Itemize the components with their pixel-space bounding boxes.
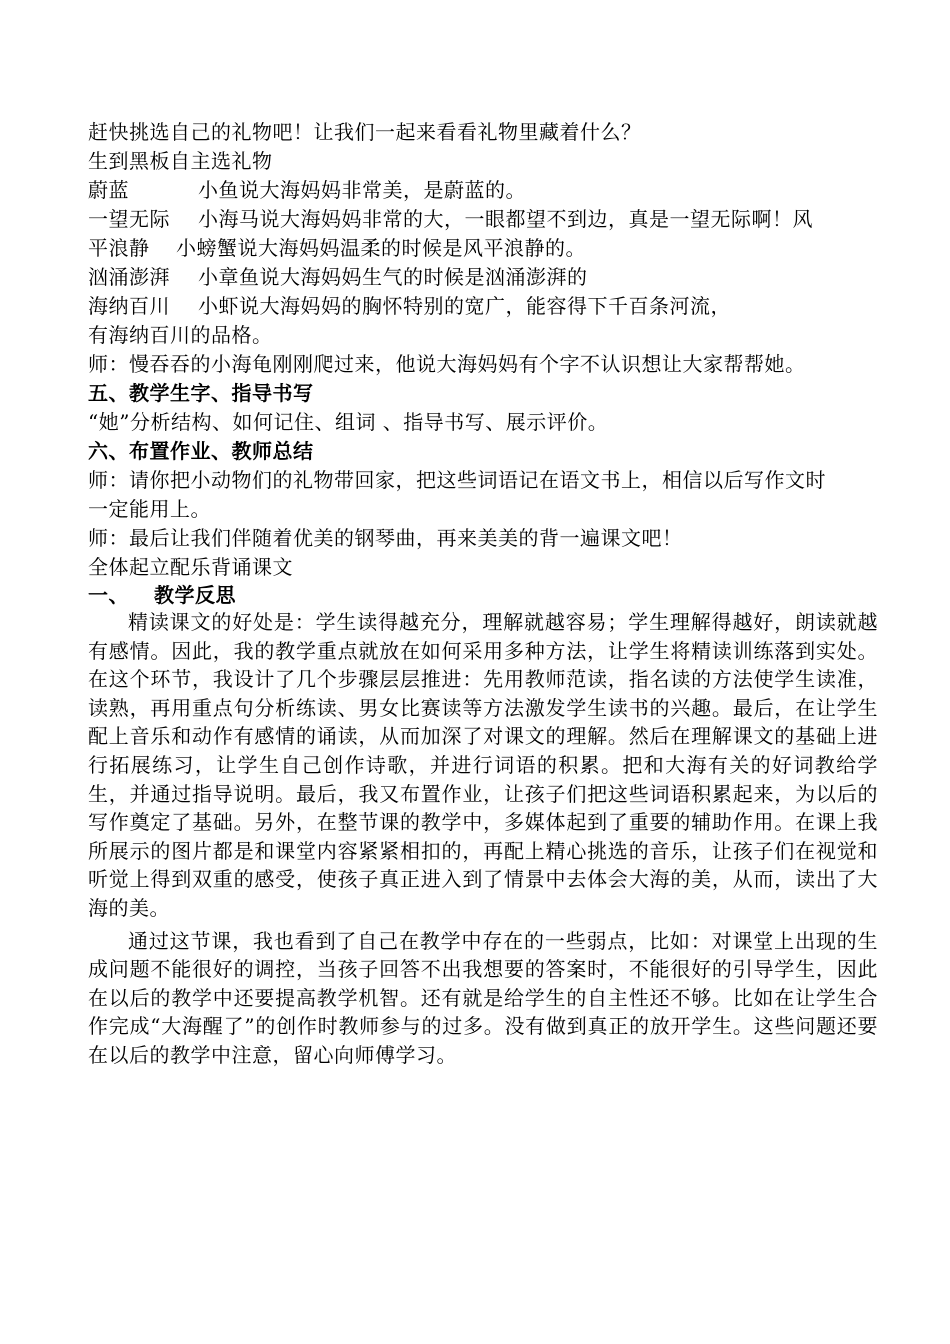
reflection-number: 一、	[88, 583, 129, 607]
gift-text: 小虾说大海妈妈的胸怀特别的宽广，能容得下千百条河流，	[198, 294, 731, 318]
reflection-paragraph: 通过这节课，我也看到了自己在教学中存在的一些弱点，比如：对课堂上出现的生成问题不能很好的调控，当孩子回答不出我想要的答案时，不能很好的引导学生，因此在以后的教学中还要提高教学机智。还有就是给学生的自主性还不够。比如在让学生合作完成“大海醒了”的创作时教师参与的过多。没有做到真正的放开学生。这些问题还要在以后的教学中注意，留心向师傅学习。	[88, 928, 878, 1067]
gift-row	[88, 234, 878, 263]
teacher-line-continuation: 一定能用上。	[88, 497, 211, 521]
intro-line: 赶快挑选自己的礼物吧！让我们一起来看看礼物里藏着什么？	[88, 120, 642, 144]
reflection-heading	[88, 582, 878, 608]
reflection-paragraph: 精读课文的好处是：学生读得越充分，理解就越容易；学生理解得越好，朗读就越有感情。因此，我的教学重点就放在如何采用多种方法，让学生将精读训练落到实处。在这个环节，我设计了几个步骤层层推进：先用教师范读，指名读的方法使学生读准，读熟，再用重点句分析练读、男女比赛读等方法激发学生读书的兴趣。最后，在让学生配上音乐和动作有感情的诵读，从而加深了对课文的理解。然后在理解课文的基础上进行拓展练习，让学生自己创作诗歌，并进行词语的积累。把和大海有关的好词教给学生，并通过指导说明。最后，我又布置作业，让孩子们把这些词语积累起来，为以后的写作奠定了基础。另外，在整节课的教学中，多媒体起到了重要的辅助作用。在课上我所展示的图片都是和课堂内容紧紧相扣的，再配上精心挑选的音乐，让孩子们在视觉和听觉上得到双重的感受，使孩子真正进入到了情景中去体会大海的美，从而，读出了大海的美。	[88, 610, 878, 920]
gift-term: 海纳百川	[88, 294, 170, 318]
gift-text: 小螃蟹说大海妈妈温柔的时候是风平浪静的。	[176, 236, 586, 260]
teacher-line: 师：最后让我们伴随着优美的钢琴曲，再来美美的背一遍课文吧！	[88, 526, 683, 550]
gift-text: 小鱼说大海妈妈非常美，是蔚蓝的。	[198, 178, 526, 202]
gift-text: 小海马说大海妈妈非常的大，一眼都望不到边，真是一望无际啊！风	[198, 207, 813, 231]
closing-line: 全体起立配乐背诵课文	[88, 555, 293, 579]
reflection-body	[88, 608, 878, 1070]
student-action-line: 生到黑板自主选礼物	[88, 149, 273, 173]
document-page	[88, 118, 878, 1070]
gift-row	[88, 263, 878, 292]
teacher-line: 师：请你把小动物们的礼物带回家，把这些词语记在语文书上，相信以后写作文时	[88, 468, 826, 492]
gift-term: 一望无际	[88, 207, 170, 231]
gift-row	[88, 176, 878, 205]
teacher-line: 师：慢吞吞的小海龟刚刚爬过来，他说大海妈妈有个字不认识想让大家帮帮她。	[88, 352, 806, 376]
gift-term: 蔚蓝	[88, 178, 129, 202]
gift-continuation: 有海纳百川的品格。	[88, 323, 273, 347]
section-heading: 六、布置作业、教师总结	[88, 439, 314, 463]
reflection-title: 教学反思	[154, 583, 236, 607]
gift-term: 汹涌澎湃	[88, 265, 170, 289]
section-heading: 五、教学生字、指导书写	[88, 381, 314, 405]
section-text: “她”分析结构、如何记住、组词 、指导书写、展示评价。	[88, 410, 609, 434]
gift-row	[88, 205, 878, 234]
gift-text: 小章鱼说大海妈妈生气的时候是汹涌澎湃的	[198, 265, 588, 289]
gift-row	[88, 292, 878, 321]
gift-term: 平浪静	[88, 236, 150, 260]
